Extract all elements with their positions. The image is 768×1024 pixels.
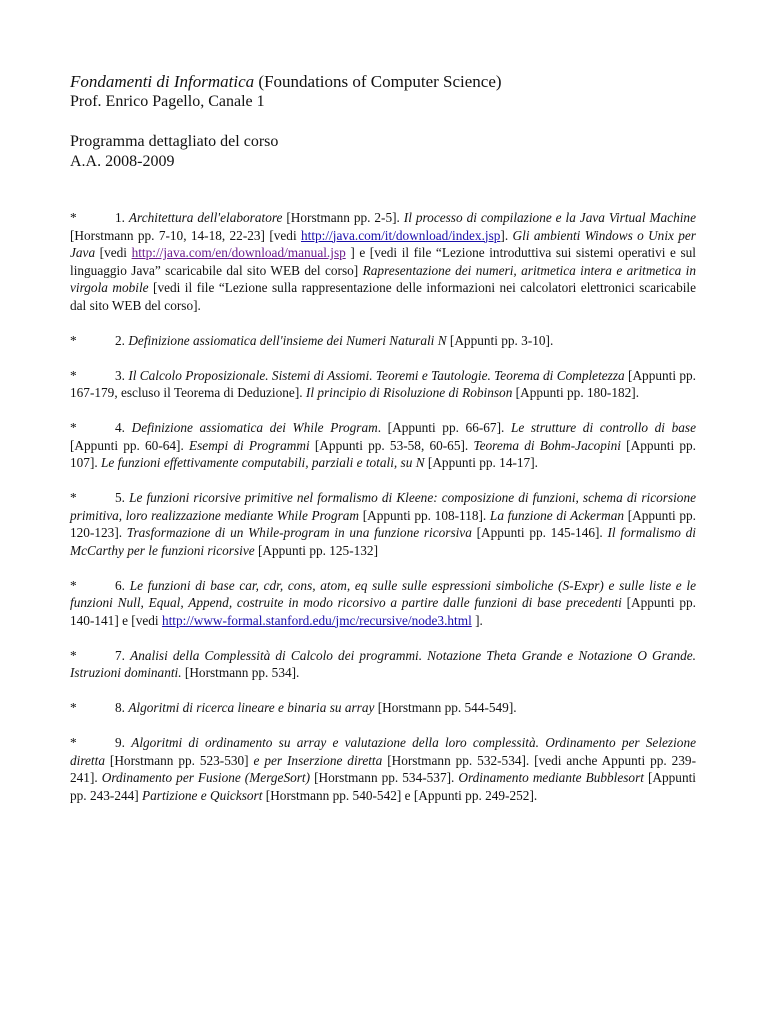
bullet-star: * bbox=[70, 420, 77, 435]
reference-text: [Appunti pp. 108-118]. bbox=[359, 507, 490, 523]
program-item-4 bbox=[70, 419, 696, 472]
bullet-star: * bbox=[70, 735, 77, 750]
item-number: 6. bbox=[115, 577, 125, 593]
topic-title: Le funzioni effettivamente computabili, parziali e totali, su N bbox=[101, 455, 425, 470]
reference-text: [vedi il file “Lezione sulla rappresentazione delle informazioni nei calcolatori elettronici scaricabile dal sito WEB del corso]. bbox=[70, 280, 697, 313]
topic-title: Il processo di compilazione e la Java Virtual Machine bbox=[403, 210, 696, 225]
program-item-1 bbox=[70, 209, 696, 314]
program-item-7 bbox=[70, 647, 696, 682]
topic-title: Definizione assiomatica dell'insieme dei Numeri Naturali N bbox=[128, 332, 447, 348]
reference-text: [vedi bbox=[95, 245, 132, 260]
topic-title: Trasformazione di un While-program in una funzione ricorsiva bbox=[126, 525, 472, 540]
item-number: 9. bbox=[115, 735, 125, 750]
reference-text: [Horstmann pp. 523-530] bbox=[104, 752, 254, 768]
topic-title: Gli ambienti Windows o Unix per Java bbox=[70, 227, 696, 260]
reference-text: [Appunti pp. 140-141] e [vedi bbox=[70, 595, 696, 628]
program-item-8 bbox=[70, 699, 696, 717]
program-item-2 bbox=[70, 332, 696, 350]
bullet-star: * bbox=[70, 700, 77, 715]
reference-text: [Appunti pp. 107]. bbox=[70, 437, 696, 470]
program-title: Programma dettagliato del corso bbox=[70, 133, 279, 150]
bullet-star: * bbox=[70, 647, 77, 663]
item-number: 3. bbox=[115, 367, 125, 383]
reference-text: [Appunti pp. 60-64]. bbox=[70, 437, 189, 453]
academic-year: A.A. 2008-2009 bbox=[70, 153, 175, 170]
topic-title: Teorema di Bohm-Jacopini bbox=[473, 437, 621, 453]
reference-link[interactable]: http://java.com/it/download/index.jsp bbox=[300, 227, 501, 243]
reference-text: [Appunti pp. 14-17]. bbox=[424, 455, 538, 470]
item-number: 8. bbox=[115, 700, 125, 715]
program-item-9 bbox=[70, 734, 696, 804]
reference-text: [Horstmann pp. 540-542] e [Appunti pp. 249-252]. bbox=[262, 787, 538, 803]
reference-text: [Horstmann pp. 7-10, 14-18, 22-23] [vedi bbox=[70, 227, 301, 243]
topic-title: Il formalismo di McCarthy per le funzioni ricorsive bbox=[70, 525, 696, 558]
bullet-star: * bbox=[70, 490, 77, 505]
reference-text: [Appunti pp. 145-146]. bbox=[471, 525, 608, 540]
reference-text: ] e [vedi il file “Lezione introduttiva sui sistemi operativi e sul linguaggio Java” scaricabile dal sito WEB del corso] bbox=[70, 245, 696, 278]
topic-title: e per Inserzione diretta bbox=[253, 752, 383, 768]
topic-title: Le strutture di controllo di base bbox=[510, 420, 696, 435]
reference-text: [Appunti pp. 167-179, escluso il Teorema di Deduzione]. bbox=[70, 367, 696, 400]
bullet-star: * bbox=[70, 577, 77, 593]
topic-title: Il principio di Risoluzione di Robinson bbox=[305, 385, 513, 400]
topic-title: Le funzioni di base car, cdr, cons, atom, eq sulle sulle espressioni simboliche (S-Expr) e sulle liste e le funzioni Null, Equal, Append, costruite in modo ricorsivo a partire dalle funzioni di base precedenti bbox=[70, 577, 696, 610]
reference-text: [Horstmann pp. 534-537]. bbox=[310, 770, 459, 785]
item-number: 2. bbox=[115, 332, 125, 348]
reference-text: [Horstmann pp. 532-534]. [vedi anche Appunti pp. 239-241]. bbox=[70, 752, 696, 785]
reference-text: [Appunti pp. 53-58, 60-65]. bbox=[309, 437, 474, 453]
reference-link[interactable]: http://java.com/en/download/manual.jsp bbox=[131, 245, 346, 260]
reference-text: [Horstmann pp. 534]. bbox=[181, 665, 300, 680]
item-number: 1. bbox=[115, 210, 125, 225]
topic-title: Rapresentazione dei numeri, aritmetica intera e aritmetica in virgola mobile bbox=[70, 262, 697, 295]
professor: Prof. Enrico Pagello, Canale 1 bbox=[70, 93, 265, 110]
topic-title: Architettura dell'elaboratore bbox=[128, 210, 283, 225]
reference-link[interactable]: http://www-formal.stanford.edu/jmc/recursive/node3.html bbox=[161, 612, 472, 628]
bullet-star: * bbox=[70, 332, 77, 348]
reference-text: [Appunti pp. 125-132] bbox=[254, 542, 379, 558]
topic-title: Esempi di Programmi bbox=[189, 437, 310, 453]
course-title-line bbox=[70, 72, 710, 92]
reference-text: [Appunti pp. 120-123]. bbox=[70, 507, 696, 540]
bullet-star: * bbox=[70, 210, 77, 225]
topic-title: Ordinamento per Fusione (MergeSort) bbox=[101, 770, 311, 785]
topic-title: Analisi della Complessità di Calcolo dei programmi. Notazione Theta Grande e Notazione O Grande. Istruzioni dominanti. bbox=[70, 647, 696, 680]
program-item-5 bbox=[70, 489, 696, 559]
topic-title: Ordinamento mediante Bubblesort bbox=[458, 770, 644, 785]
item-number: 4. bbox=[115, 420, 125, 435]
topic-title: Definizione assiomatica dei While Program bbox=[131, 420, 378, 435]
course-title: Fondamenti di Informatica bbox=[70, 72, 255, 91]
reference-text: [Appunti pp. 243-244] bbox=[70, 770, 696, 803]
item-number: 7. bbox=[115, 647, 125, 663]
reference-text: ]. bbox=[471, 612, 483, 628]
reference-text: [Horstmann pp. 544-549]. bbox=[374, 700, 517, 715]
topic-title: Il Calcolo Proposizionale. Sistemi di Assiomi. Teoremi e Tautologie. Teorema di Completezza bbox=[128, 367, 625, 383]
topic-title: Le funzioni ricorsive primitive nel formalismo di Kleene: composizione di funzioni, schema di ricorsione primitiva, loro realizzazione mediante While Program bbox=[70, 490, 696, 523]
topic-title: Algoritmi di ordinamento su array e valutazione della loro complessità. Ordinamento per Selezione diretta bbox=[70, 735, 696, 768]
reference-text: . [Appunti pp. 66-67]. bbox=[377, 420, 511, 435]
program-item-3 bbox=[70, 367, 696, 402]
reference-text: ]. bbox=[500, 227, 513, 243]
program-items bbox=[70, 209, 696, 822]
reference-text: [Appunti pp. 3-10]. bbox=[446, 332, 554, 348]
document-header bbox=[70, 72, 710, 172]
topic-title: Partizione e Quicksort bbox=[142, 787, 263, 803]
topic-title: Algoritmi di ricerca lineare e binaria su array bbox=[128, 700, 375, 715]
reference-text: [Horstmann pp. 2-5]. bbox=[282, 210, 404, 225]
program-item-6 bbox=[70, 577, 696, 630]
item-number: 5. bbox=[115, 490, 125, 505]
reference-text: [Appunti pp. 180-182]. bbox=[512, 385, 640, 400]
topic-title: La funzione di Ackerman bbox=[489, 507, 625, 523]
course-title-english: (Foundations of Computer Science) bbox=[258, 72, 502, 91]
bullet-star: * bbox=[70, 367, 77, 383]
